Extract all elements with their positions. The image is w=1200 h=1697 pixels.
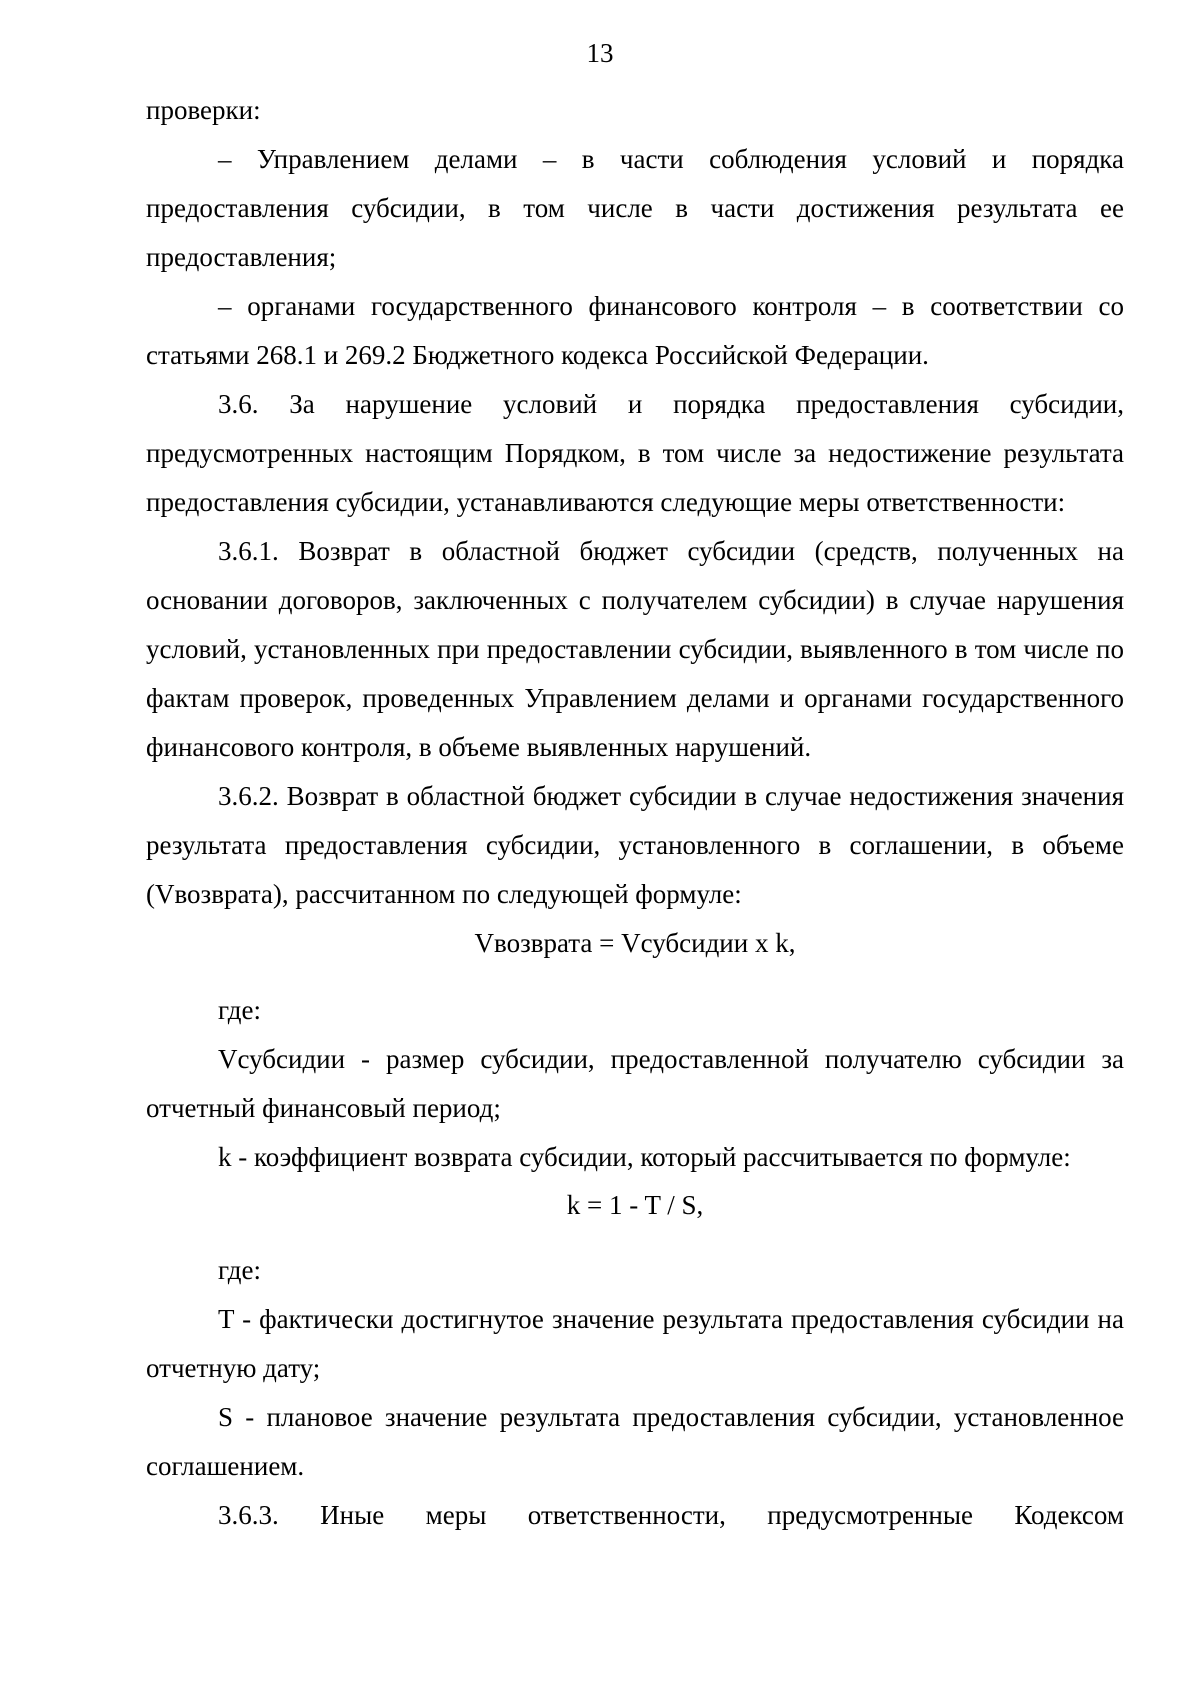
- paragraph-where-2: где:: [218, 1255, 261, 1285]
- formula-return-volume: Vвозврата = Vсубсидии x k,: [474, 928, 796, 958]
- paragraph-control-financial: – органами государственного финансового контроля – в соответствии со статьями 268.1 и 269.2 Бюджетного кодекса Российской Федерации.: [146, 291, 1124, 370]
- page-number: 13: [586, 38, 614, 68]
- formula-coefficient: k = 1 - T / S,: [566, 1190, 704, 1220]
- paragraph-3-6-1: 3.6.1. Возврат в областной бюджет субсидии (средств, полученных на основании договоров, заключенных с получателем субсидии) в случае нарушения условий, установленных при предоставлении субсидии, выявленного в том числе по фактам проверок, проведенных Управлением делами и органами государственного финансового контроля, в объеме выявленных нарушений.: [146, 536, 1124, 762]
- paragraph-3-6: 3.6. За нарушение условий и порядка предоставления субсидии, предусмотренных настоящим Порядком, в том числе за недостижение результата предоставления субсидии, устанавливаются следующие меры ответственности:: [146, 389, 1124, 517]
- paragraph-s-definition: S - плановое значение результата предоставления субсидии, установленное соглашением.: [146, 1402, 1124, 1481]
- paragraph-vsubsidy-definition: Vсубсидии - размер субсидии, предоставленной получателю субсидии за отчетный финансовый период;: [146, 1044, 1124, 1123]
- paragraph-t-definition: T - фактически достигнутое значение результата предоставления субсидии на отчетную дату;: [146, 1304, 1124, 1383]
- paragraph-k-definition: k - коэффициент возврата субсидии, который рассчитывается по формуле:: [218, 1142, 1071, 1172]
- document-body: [146, 86, 1124, 1540]
- paragraph-where-1: где:: [218, 995, 261, 1025]
- paragraph-continuation: проверки:: [146, 95, 261, 125]
- paragraph-3-6-3: 3.6.3. Иные меры ответственности, предусмотренные Кодексом: [218, 1500, 1124, 1530]
- paragraph-3-6-2: 3.6.2. Возврат в областной бюджет субсидии в случае недостижения значения результата предоставления субсидии, установленного в соглашении, в объеме (Vвозврата), рассчитанном по следующей формуле:: [146, 781, 1124, 909]
- paragraph-control-management: – Управлением делами – в части соблюдения условий и порядка предоставления субсидии, в том числе в части достижения результата ее предоставления;: [146, 144, 1124, 272]
